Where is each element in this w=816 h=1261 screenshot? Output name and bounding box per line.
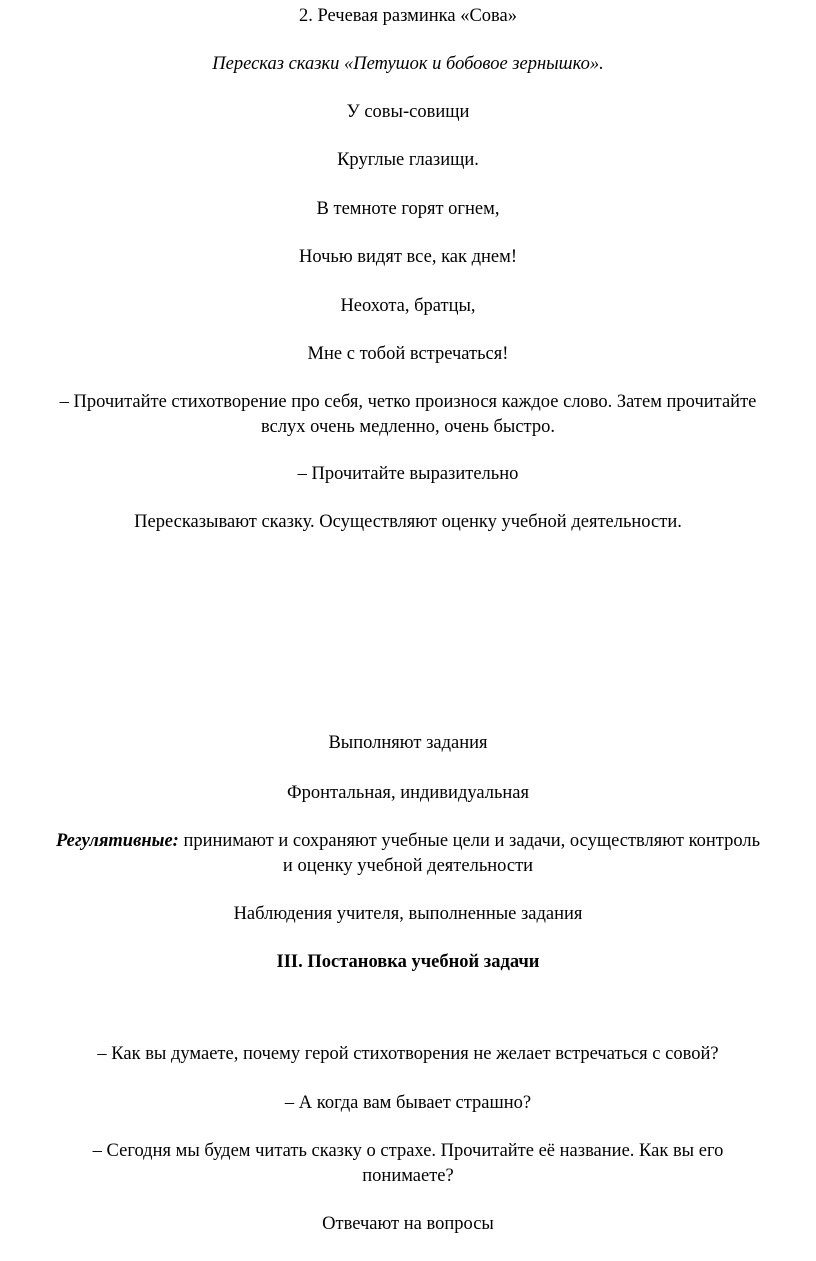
poem-line-4: Ночью видят все, как днем! [298,247,518,267]
stage-3-student-activity: Отвечают на вопросы [322,1214,494,1234]
work-form-line: Фронтальная, индивидуальная [286,783,530,803]
instruction-1-line-2: вслух очень медленно, очень быстро. [260,417,555,437]
stage-3-heading: III. Постановка учебной задачи [276,952,540,972]
question-2: – А когда вам бывает страшно? [284,1093,532,1113]
uud-label: Регулятивные: [55,831,179,851]
question-1: – Как вы думаете, почему герой стихотворения не желает встречаться с совой? [97,1044,719,1064]
uud-text: принимают и сохраняют учебные цели и задачи, осуществляют контроль [178,831,761,851]
instruction-2: – Прочитайте выразительно [297,464,519,484]
instruction-1-line-1: – Прочитайте стихотворение про себя, четко произнося каждое слово. Затем прочитайте [59,392,757,412]
poem-line-2: Круглые глазищи. [337,150,479,170]
activity-line: Выполняют задания [328,733,488,753]
warmup-title: 2. Речевая разминка «Сова» [299,6,517,26]
question-3-line-2: понимаете? [362,1166,454,1186]
poem-line-1: У совы-совищи [346,102,470,122]
uud-line-1 [0,829,816,853]
poem-line-3: В темноте горят огнем, [316,199,500,219]
uud-line-2: и оценку учебной деятельности [282,856,534,876]
control-line: Наблюдения учителя, выполненные задания [233,904,583,924]
retelling-line: Пересказ сказки «Петушок и бобовое зернышко». [212,54,604,74]
poem-line-6: Мне с тобой встречаться! [307,344,509,364]
warmup-student-activity: Пересказывают сказку. Осуществляют оценку учебной деятельности. [134,512,682,532]
question-3-line-1: – Сегодня мы будем читать сказку о страхе. Прочитайте её название. Как вы его [92,1141,724,1161]
poem-line-5: Неохота, братцы, [340,296,476,316]
